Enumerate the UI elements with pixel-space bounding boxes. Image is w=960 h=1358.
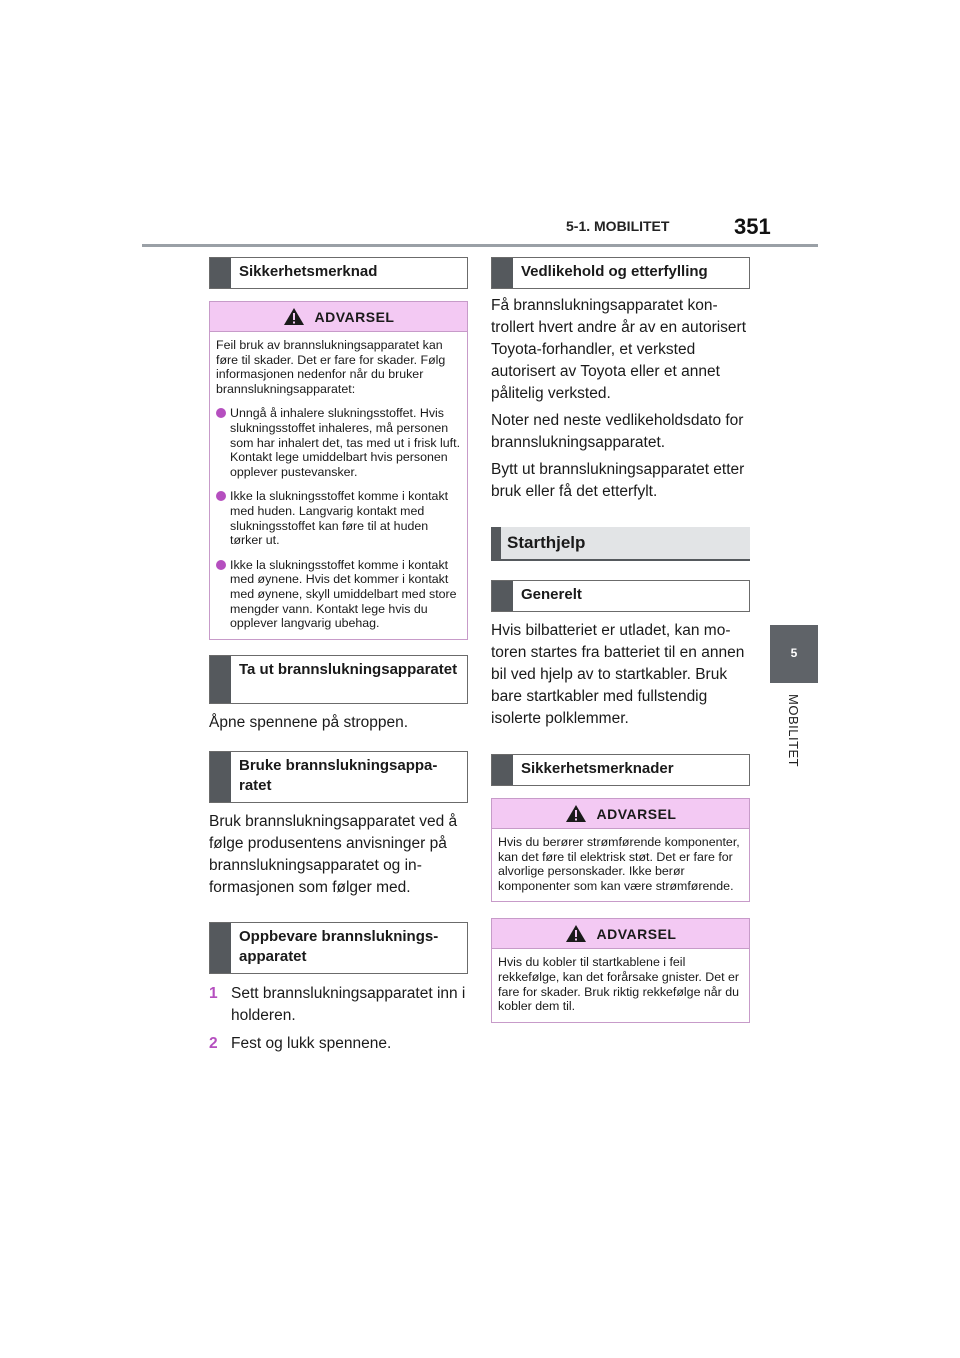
warning-body: Hvis du berører strømførende komponenter, kan det føre til elektrisk støt. Det er fare for alvorlige personskader. Ikke berør komponenter som kan være strømførende.	[498, 835, 740, 893]
section-title: 5-1. MOBILITET	[566, 218, 670, 234]
warning-icon	[565, 804, 587, 823]
warning-box	[209, 301, 468, 640]
warning-header: ADVARSEL	[492, 799, 749, 829]
subheading-safety: Sikkerhetsmerknad	[209, 257, 468, 289]
warning-intro: Feil bruk av brannslukningsapparatet kan føre til skader. Det er fare for skader. Følg informasjonen nedenfor når du bruker brannslukningsapparatet:	[216, 338, 446, 396]
warning-body: Hvis du kobler til startkablene i feil rekkefølge, kan det forårsake gnister. Det er fare for skader. Bruk riktig rekkefølge når du kobler dem til.	[498, 955, 740, 1014]
list-item: Ikke la slukningsstoffet komme i kontakt med øynene. Hvis det kommer i kontakt med øynene, skyll umiddelbart med store mengder vann. Kontakt lege hvis du opplever langvarig ubehag.	[216, 558, 461, 631]
warning-header: ADVARSEL	[492, 919, 749, 949]
step-item: 2 Fest og lukk spennene.	[209, 1034, 392, 1052]
subheading-maintenance: Vedlikehold og etterfylling	[491, 257, 750, 289]
list-item: Ikke la slukningsstoffet komme i kontakt med huden. Langvarig kontakt med slukningsstoffet kan føre til at huden tørker ut.	[216, 489, 461, 547]
use-text: Bruk brannslukningsapparatet ved å følge produsentens anvisninger på brannslukningsapparatet og informasjonen som følger med.	[209, 812, 458, 896]
subheading-store: Oppbevare brannslukningsapparatet	[209, 922, 468, 974]
warning-icon	[565, 924, 587, 943]
warning-header: ADVARSEL	[210, 302, 467, 332]
subheading-take-out: Ta ut brannslukningsapparatet	[209, 655, 468, 704]
bullet-icon	[216, 408, 226, 418]
section-heading-jumpstart: Starthjelp	[491, 527, 750, 561]
right-column	[491, 257, 750, 1023]
bullet-icon	[216, 491, 226, 501]
step-item: 1 Sett brannslukningsapparatet inn i holderen.	[209, 984, 466, 1024]
warning-body	[210, 332, 467, 639]
page-number: 351	[734, 214, 771, 239]
subheading-general: Generelt	[491, 580, 750, 612]
maintenance-para: Noter ned neste vedlikeholdsdato for brannslukningsapparatet.	[491, 412, 744, 451]
chapter-tab[interactable]: 5	[770, 625, 818, 683]
chapter-label: MOBILITET	[786, 694, 801, 768]
general-text: Hvis bilbatteriet er utladet, kan motoren startes fra batteriet til en annen bil ved hjelp av to startkabler. Bruk bare startkabler med fullstendig isolerte polklemmer.	[491, 622, 745, 727]
bullet-icon	[216, 560, 226, 570]
list-item: Unngå å inhalere slukningsstoffet. Hvis slukningsstoffet inhaleres, må personen som har inhalert det, tas med ut i frisk luft. Kontakt lege umiddelbart hvis personen opplever pustevansker.	[216, 406, 461, 479]
maintenance-para: Bytt ut brannslukningsapparatet etter bruk eller få det etterfylt.	[491, 461, 745, 500]
take-out-text: Åpne spennene på stroppen.	[209, 713, 409, 731]
maintenance-para: Få brannslukningsapparatet kontrollert hvert andre år av en autorisert Toyota-forhandler, et verksted autorisert av Toyota eller et annet pålitelig verksted.	[491, 297, 747, 402]
warning-icon	[283, 307, 305, 326]
left-column	[209, 257, 468, 1055]
warning-box	[491, 798, 750, 902]
subheading-use: Bruke brannslukningsapparatet	[209, 751, 468, 803]
warning-box	[491, 918, 750, 1022]
header-divider	[142, 244, 818, 247]
subheading-safety-notes: Sikkerhetsmerknader	[491, 754, 750, 786]
